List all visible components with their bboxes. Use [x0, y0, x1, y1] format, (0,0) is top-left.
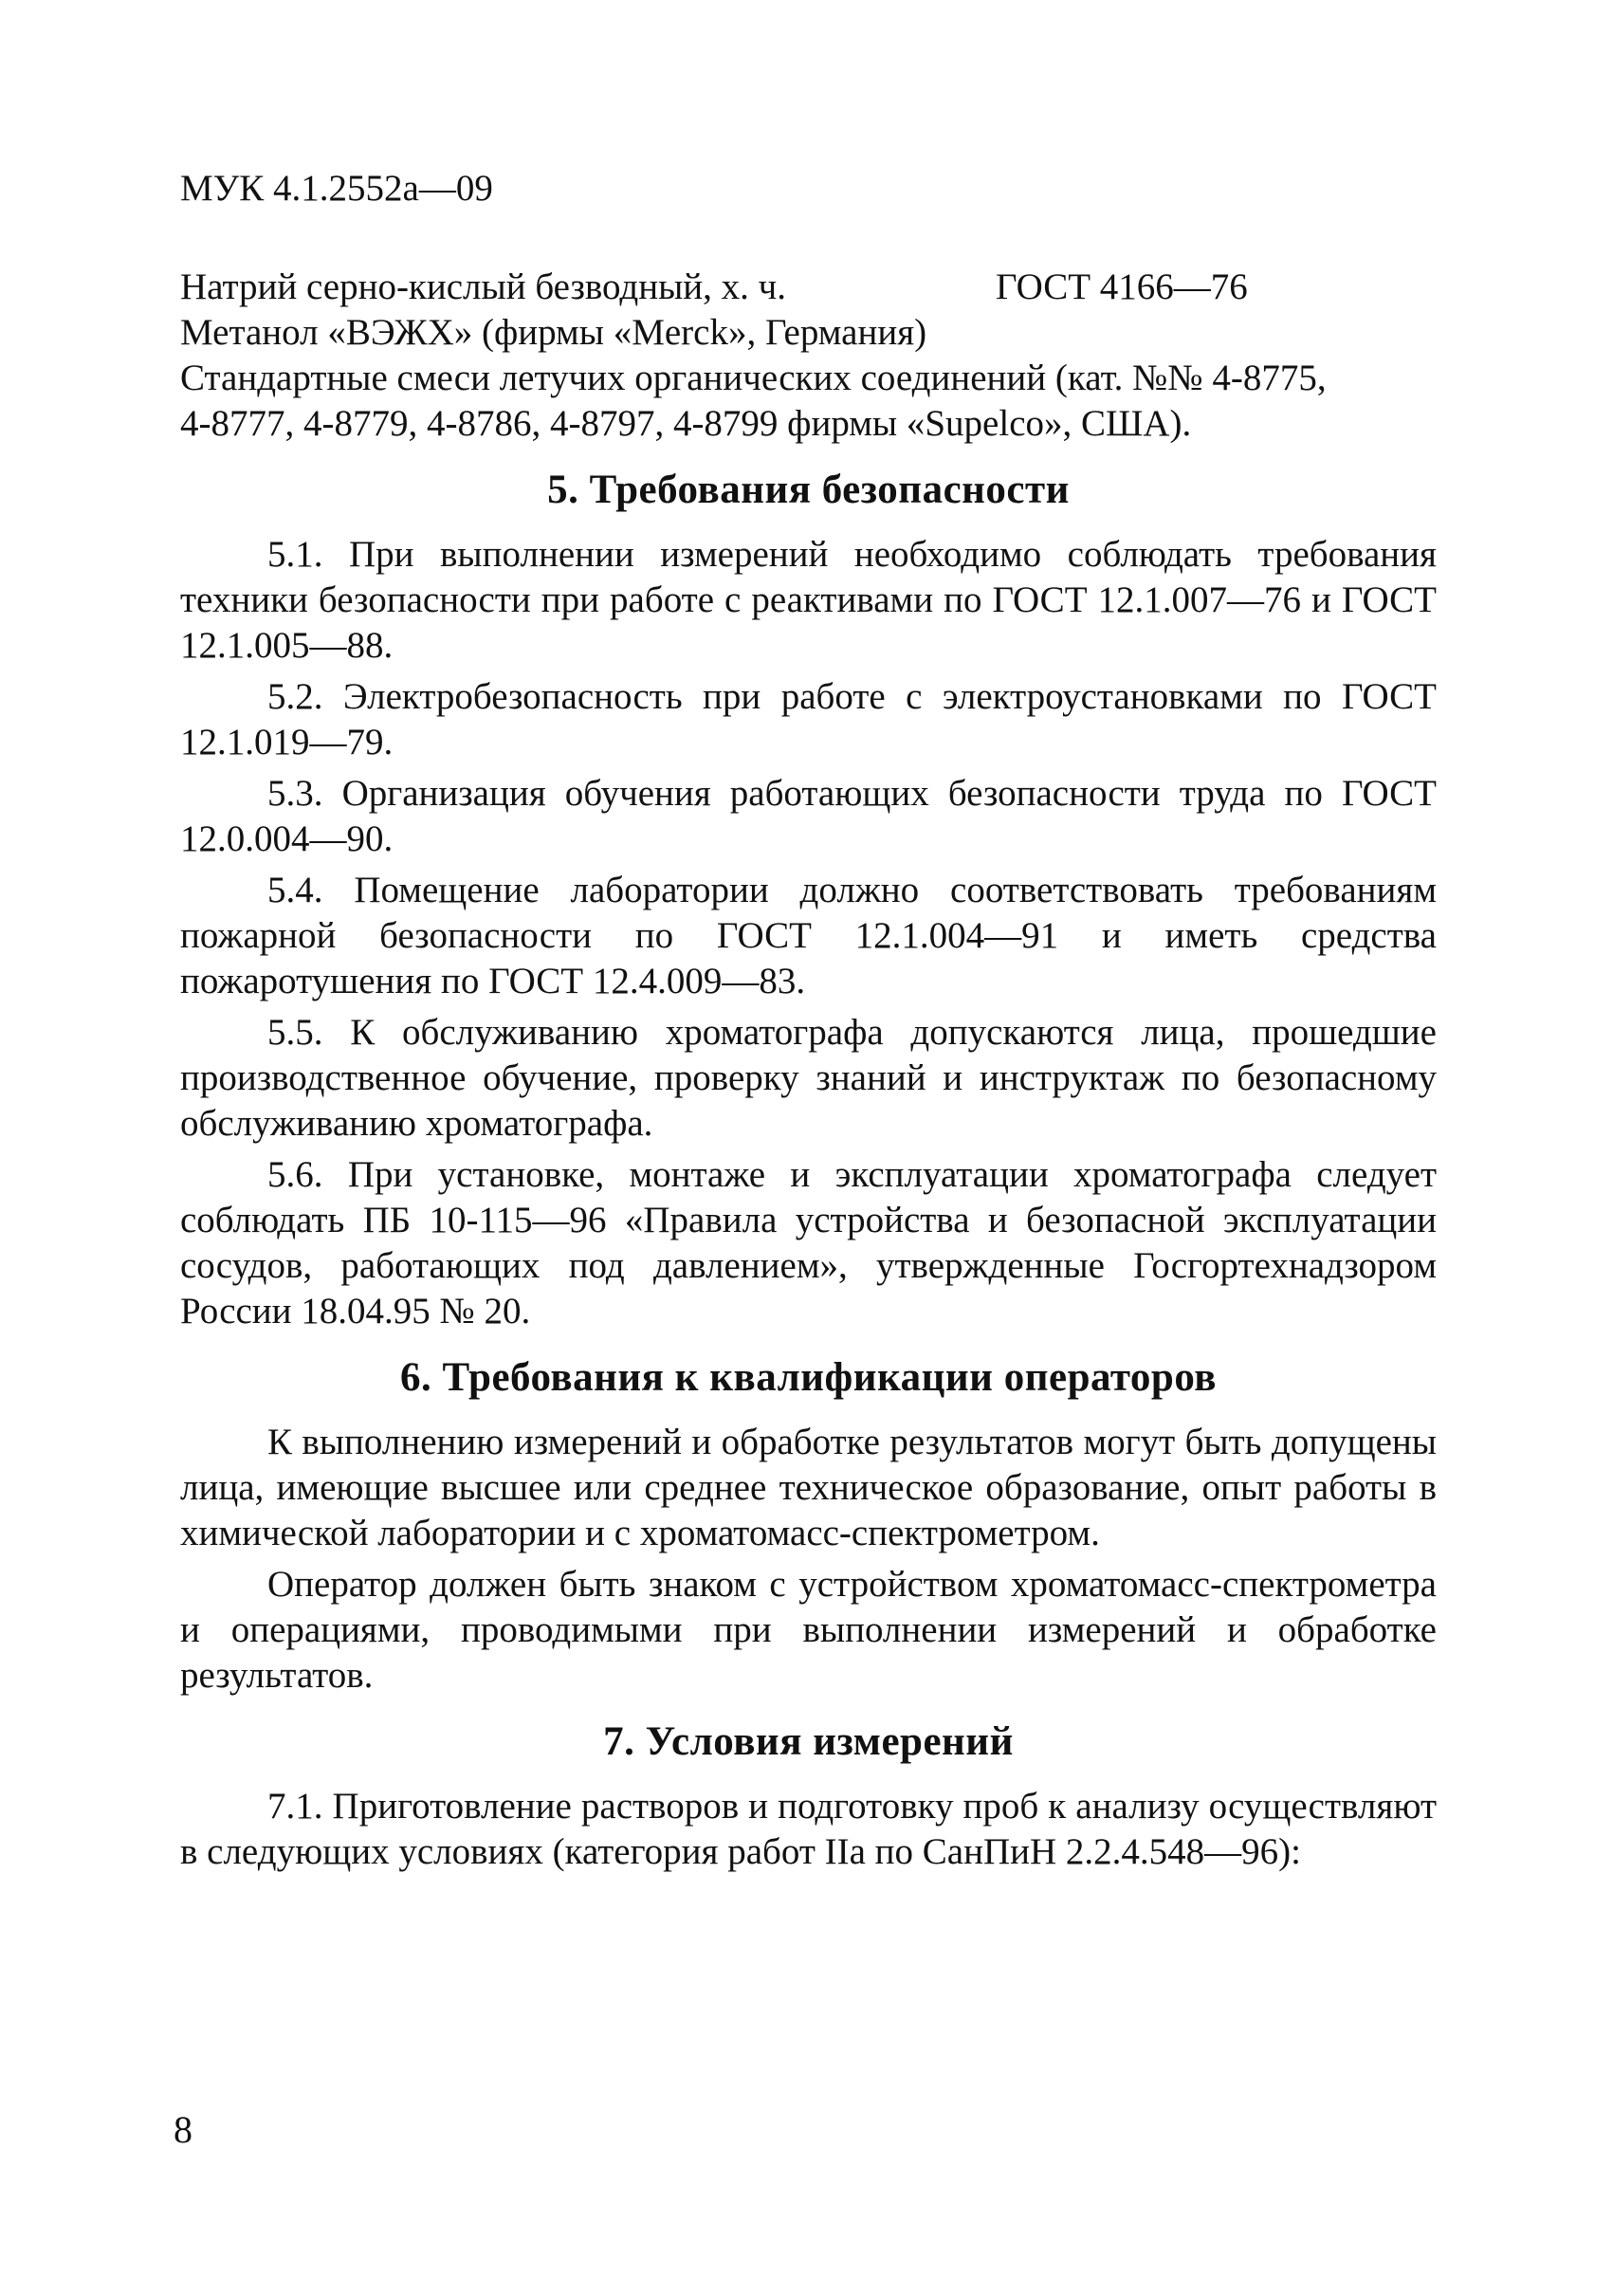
paragraph-5-1: 5.1. При выполнении измерений необходимо соблюдать требования техники безопасности при работе с реактивами по ГОСТ 12.1.007—76 и ГОСТ 12.1.005—88.: [180, 534, 1437, 666]
reagent-standard: ГОСТ 4166—76: [996, 266, 1248, 307]
section-5-title: 5. Требования безопасности: [547, 468, 1070, 512]
document-code: МУК 4.1.2552а—09: [180, 168, 493, 209]
reagent-methanol: Метанол «ВЭЖХ» (фирмы «Merck», Германия): [180, 312, 927, 353]
reagent-name: Натрий серно-кислый безводный, х. ч.: [180, 266, 787, 307]
document-page: [180, 166, 1437, 1881]
paragraph-7-1: 7.1. Приготовление растворов и подготовку проб к анализу осуществляют в следующих условиях (категория работ IIa по СанПиН 2.2.4.548—96):: [180, 1786, 1437, 1872]
reagent-mixtures-line-1: Стандартные смеси летучих органических соединений (кат. №№ 4-8775,: [180, 358, 1327, 398]
paragraph-6-1: К выполнению измерений и обработке результатов могут быть допущены лица, имеющие высшее или среднее техническое образование, опыт работы в химической лаборатории и с хроматомасс-спектрометром.: [180, 1422, 1437, 1553]
section-6-title: 6. Требования к квалификации операторов: [399, 1355, 1217, 1400]
paragraph-5-6: 5.6. При установке, монтаже и эксплуатации хроматографа следует соблюдать ПБ 10-115—96 «Правила устройства и безопасной эксплуатации сосудов, работающих под давлением», утвержденные Госгортехнадзором России 18.04.95 № 20.: [180, 1154, 1437, 1332]
paragraph-5-2: 5.2. Электробезопасность при работе с электроустановками по ГОСТ 12.1.019—79.: [180, 676, 1437, 762]
reagent-sodium-sulfate: [180, 265, 1437, 310]
paragraph-5-5: 5.5. К обслуживанию хроматографа допускаются лица, прошедшие производственное обучение, проверку знаний и инструктаж по безопасному обслуживанию хроматографа.: [180, 1012, 1437, 1144]
reagent-mixtures-line-2: 4-8777, 4-8779, 4-8786, 4-8797, 4-8799 фирмы «Supelco», США).: [180, 403, 1192, 444]
paragraph-6-2: Оператор должен быть знаком с устройством хроматомасс-спектрометра и операциями, проводимыми при выполнении измерений и обработке результатов.: [180, 1564, 1437, 1696]
page-number: 8: [174, 2108, 192, 2151]
paragraph-5-4: 5.4. Помещение лаборатории должно соответствовать требованиям пожарной безопасности по ГОСТ 12.1.004—91 и иметь средства пожаротушения по ГОСТ 12.4.009—83.: [180, 870, 1437, 1001]
section-7-title: 7. Условия измерений: [603, 1719, 1014, 1764]
paragraph-5-3: 5.3. Организация обучения работающих безопасности труда по ГОСТ 12.0.004—90.: [180, 773, 1437, 859]
